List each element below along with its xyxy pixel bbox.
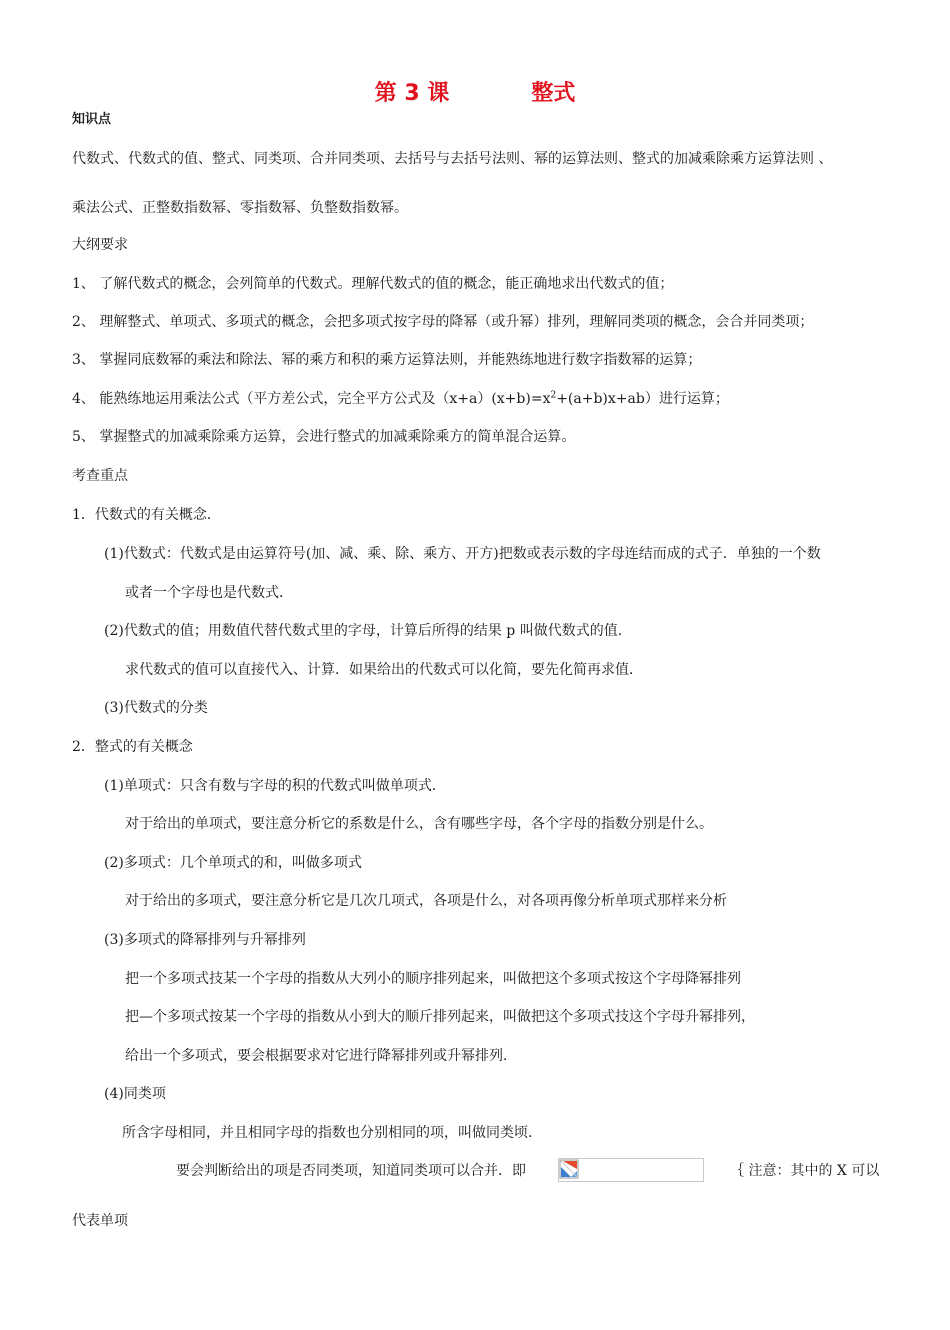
focus-2-2: (2)多项式：几个单项式的和，叫做多项式 bbox=[104, 855, 362, 871]
focus-section-2: 2．整式的有关概念 bbox=[72, 739, 193, 755]
focus-2-4: (4)同类项 bbox=[104, 1086, 166, 1102]
focus-2-4-judge: 要会判断给出的项是否同类项，知道同类项可以合并．即 bbox=[176, 1163, 526, 1179]
focus-2-4-def: 所含字母相同，并且相同字母的指数也分别相同的项，叫做同类顷． bbox=[122, 1125, 542, 1141]
broken-image-icon bbox=[559, 1159, 579, 1179]
page-title bbox=[0, 76, 950, 107]
focus-2-3-asc: 把—个多项式按某一个字母的指数从小到大的顺斤排列起来，叫做把这个多项式技这个字母升幂排列， bbox=[125, 1009, 755, 1025]
focus-2-4-note: ｛ 注意：其中的 X 可以 bbox=[730, 1163, 880, 1179]
outline-item-4 bbox=[72, 390, 729, 408]
focus-1-2: (2)代数式的值；用数值代替代数式里的字母，计算后所得的结果 p 叫做代数式的值． bbox=[104, 623, 632, 639]
focus-2-2-cont: 对于给出的多项式，要注意分析它是几次几项式，各项是什么，对各项再像分析单项式那样来分析 bbox=[125, 893, 727, 909]
outline-item-4-text: 4、 能熟练地运用乘法公式（平方差公式，完全平方公式及（x+a）(x+b)=x bbox=[72, 391, 551, 407]
exponent: 2 bbox=[550, 390, 557, 401]
focus-1-1-cont: 或者一个字母也是代数式． bbox=[125, 585, 293, 601]
focus-1-3: (3)代数式的分类 bbox=[104, 700, 208, 716]
lesson-number: 第 3 课 bbox=[374, 81, 450, 106]
focus-1-1: (1)代数式：代数式是由运算符号(加、减、乘、除、乘方、开方)把数或表示数的字母连结而成的式子．单独的一个数 bbox=[104, 546, 821, 562]
focus-2-4-cont: 代表单项 bbox=[72, 1213, 128, 1229]
outline-item-3: 3、 掌握同底数幂的乘法和除法、幂的乘方和积的乘方运算法则，并能熟练地进行数字指数幂的运算； bbox=[72, 352, 702, 368]
heading-outline: 大纲要求 bbox=[72, 237, 128, 253]
focus-1-2-cont: 求代数式的值可以直接代入、计算．如果给出的代数式可以化简，要先化简再求值． bbox=[125, 662, 643, 678]
heading-knowledge: 知识点 bbox=[72, 112, 112, 127]
outline-item-5: 5、 掌握整式的加减乘除乘方运算，会进行整式的加减乘除乘方的简单混合运算。 bbox=[72, 429, 576, 445]
heading-focus: 考查重点 bbox=[72, 468, 128, 484]
focus-2-3-desc: 把一个多项式技某一个字母的指数从大列小的顺序排列起来，叫做把这个多项式按这个字母降幂排列 bbox=[125, 971, 741, 987]
outline-item-2: 2、 理解整式、单项式、多项式的概念，会把多项式按字母的降幂（或升幂）排列，理解同类项的概念，会合并同类项； bbox=[72, 314, 814, 330]
focus-2-3-note: 给出一个多项式，要会根据要求对它进行降幂排列或升幂排列． bbox=[125, 1048, 517, 1064]
outline-item-4-tail: +(a+b)x+ab）进行运算； bbox=[556, 391, 729, 407]
outline-item-1: 1、 了解代数式的概念，会列简单的代数式。理解代数式的值的概念，能正确地求出代数式的值； bbox=[72, 276, 674, 292]
focus-section-1: 1．代数式的有关概念． bbox=[72, 507, 221, 523]
embedded-formula-image bbox=[558, 1158, 704, 1182]
knowledge-text-2: 乘法公式、正整数指数幂、零指数幂、负整数指数幂。 bbox=[72, 200, 408, 216]
focus-2-3: (3)多项式的降幂排列与升幂排列 bbox=[104, 932, 306, 948]
focus-2-1-cont: 对于给出的单项式，要注意分析它的系数是什么，含有哪些字母，各个字母的指数分别是什么。 bbox=[125, 816, 713, 832]
focus-2-1: (1)单项式：只含有数与字母的积的代数式叫做单项式． bbox=[104, 778, 446, 794]
lesson-topic: 整式 bbox=[531, 81, 576, 106]
knowledge-text-1: 代数式、代数式的值、整式、同类项、合并同类项、去括号与去括号法则、幂的运算法则、整式的加减乘除乘方运算法则 、 bbox=[72, 151, 833, 167]
